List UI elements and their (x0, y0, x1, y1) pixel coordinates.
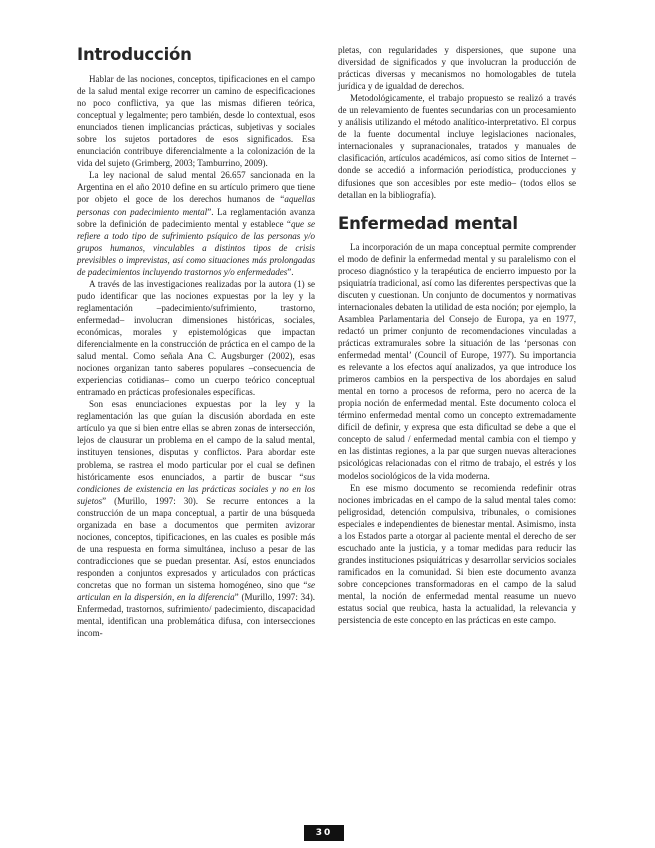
page-number: 30 (304, 825, 344, 841)
section-heading-introduccion: Introducción (77, 45, 192, 64)
paragraph: pletas, con regularidades y dispersiones, que supone una diversidad de significados y que involucran la producción de prácticas diversas y mecanismos no homologables de tutela jurídica y de igualdad de derechos. (338, 45, 576, 92)
paragraph: Hablar de las nociones, conceptos, tipificaciones en el campo de la salud mental exige recorrer un camino de especificaciones no poco conflictiva, ya que las mismas difieren teórica, conceptual y legalmente; pero también, desde lo contextual, esos enunciados tienen implicancias prácticas, subjetivas y sociales sobre los sujetos portadores de esos significados. Esa enunciación contribuye diferencialmente a la colonización de la vida del sujeto (Grimberg, 2003; Tamburrino, 2009). (77, 74, 315, 169)
paragraph: En ese mismo documento se recomienda redefinir otras nociones imbricadas en el campo de la salud mental tales como: peligrosidad, detención compulsiva, tribunales, o comisiones especiales e independientes de bienestar mental. Asimismo, insta a los Estados parte a otorgar al paciente mental el derecho de ser escuchado ante la justicia, y a tomar medidas para reducir las grandes instituciones psiquiátricas y desarrollar servicios sociales ramificados en la comunidad. Si bien este documento avanza sobre concepciones transformadoras en el campo de la salud mental, la noción de enfermedad mental reasume un nuevo estatus social que reubica, hasta la actualidad, la relevancia y persistencia de este concepto en las prácticas en este campo. (338, 482, 576, 626)
paragraph: Son esas enunciaciones expuestas por la ley y la reglamentación las que guían la discusión abordada en este artículo ya que si bien entre ellas se abren zonas de intersección, lejos de clausurar un problema en el campo de la salud mental, instituyen tensiones, disputas y conflictos. Para abordar este problema, se rastrea el modo particular por el cual se definen históricamente esos enunciados, a partir de buscar “sus condiciones de existencia en las prácticas sociales y no en los sujetos” (Murillo, 1997: 30). Se recurre entonces a la construcción de un mapa conceptual, a partir de una búsqueda organizada en base a documentos que permiten avizorar nociones, conceptos, tipificaciones, en las cuales es posible más de una respuesta en forma simultánea, incluso a pesar de las contradicciones que se puedan presentar. Así, estos enunciados responden a conjuntos expresados y articulados con prácticas concretas que no forman un sistema homogéneo, sino que “se articulan en la dispersión, en la diferencia” (Murillo, 1997: 34). Enfermedad, trastornos, sufrimiento/ padecimiento, discapacidad mental, identifican una problemática difusa, con intersecciones incom- (77, 399, 315, 639)
left-column (77, 44, 315, 639)
paragraph: A través de las investigaciones realizadas por la autora (1) se pudo identificar que las nociones expuestas por la ley y la reglamentación –padecimiento/sufrimiento, trastorno, enfermedad– involucran dimensiones históricas, sociales, económicas, morales y epistemológicas que impactan diferencialmente en la construcción de práctica en el campo de la salud mental. Como señala Ana C. Augsburger (2002), esas nociones organizan tanto saberes populares –consecuencia de experiencias cotidianas– como un cuerpo teórico conceptual entramado en prácticas profesionales específicas. (77, 278, 315, 398)
paragraph: Metodológicamente, el trabajo propuesto se realizó a través de un relevamiento de fuentes secundarias con un procesamiento y análisis utilizando el método analítico-interpretativo. El corpus de la fuente documental incluye legislaciones nacionales, internacionales y supranacionales, tratados y manuales de clasificación, artículos académicos, así como sitios de Internet –donde se accedió a información periodística, producciones y difusiones que son accesibles por este medio– (todos ellos se detallan en la bibliografía). (338, 93, 576, 200)
paragraph: La incorporación de un mapa conceptual permite comprender el modo de definir la enfermedad mental y su paralelismo con el proceso diagnóstico y la terapéutica de encierro impuesto por la psiquiatría tradicional, así como las diferentes perspectivas que la discuten y cuestionan. Un conjunto de documentos y normativas internacionales debaten la utilidad de esta noción; por ejemplo, la Asamblea Parlamentaria del Consejo de Europa, ya en 1977, redactó un primer conjunto de recomendaciones vinculadas a prácticas extramurales sobre la situación de las ‘personas con enfermedad mental’ (Council of Europe, 1977). Su importancia es relevante a los efectos aquí analizados, ya que introduce los primeros cambios en la perspectiva de los abordajes en salud mental en torno a procesos de reforma, pero no acerca de la propia noción de enfermedad mental. Este documento coloca el término enfermedad mental como un concepto extremadamente difícil de definir, y expresa que esta dificultad se debe a que el concepto de salud / enfermedad mental cambia con el tiempo y en las distintas regiones, a la par que surgen nuevas alteraciones psicológicas relacionadas con el ritmo de trabajo, el estrés y los modelos sociológicos de la vida moderna. (338, 241, 576, 481)
paragraph: La ley nacional de salud mental 26.657 sancionada en la Argentina en el año 2010 define en su artículo primero que tiene por objeto el goce de los derechos humanos de “aquellas personas con padecimiento mental”. La reglamentación avanza sobre la definición de padecimiento mental y establece “que se refiere a todo tipo de sufrimiento psíquico de las personas y/o grupos humanos, vinculables a distintos tipos de crisis previsibles o imprevistas, así como situaciones más prolongadas de padecimientos incluyendo trastornos y/o enfermedades”. (77, 170, 315, 277)
right-column (338, 44, 576, 626)
section-heading-enfermedad-mental: Enfermedad mental (338, 213, 518, 233)
